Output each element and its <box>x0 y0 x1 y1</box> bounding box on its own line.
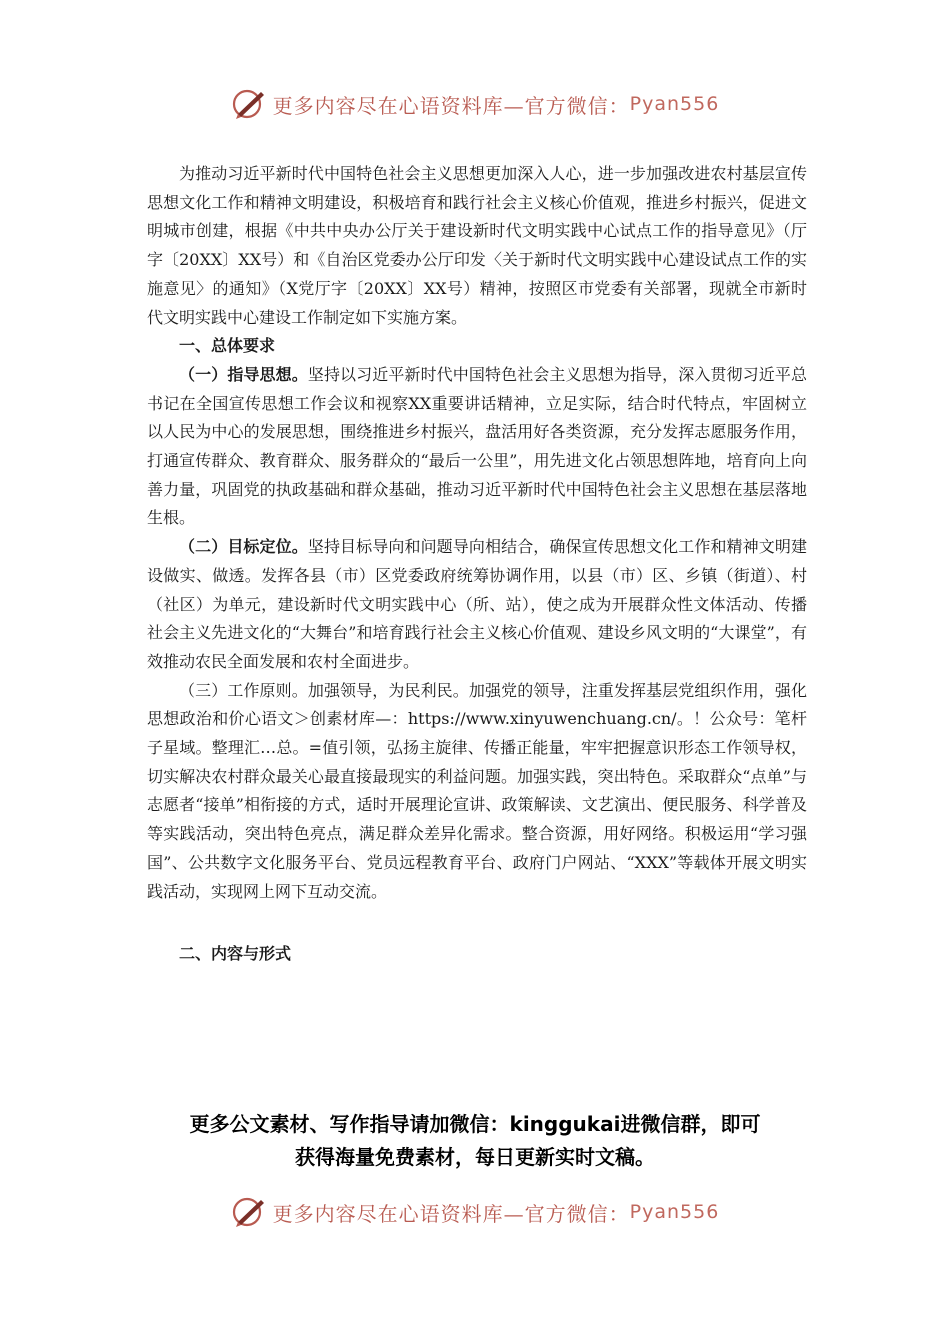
paragraph-principles: （三）工作原则。加强领导，为民利民。加强党的领导，注重发挥基层党组织作用，强化思想政治和价心语文＞创素材库—：https://www.xinyuwenchuang.cn/。！公众号：笔杆子星域。整理汇…总。=值引领，弘扬主旋律、传播正能量，牢牢把握意识形态工作领导权，切实解决农村群众最关心最直接最现实的利益问题。加强实践，突出特色。采取群众“点单”与志愿者“接单”相衔接的方式，适时开展理论宣讲、政策解读、文艺演出、便民服务、科学普及等实践活动，突出特色亮点，满足群众差异化需求。整合资源，用好网络。积极运用“学习强国”、公共数字文化服务平台、党员远程教育平台、政府门户网站、“XXX”等载体开展文明实践活动，实现网上网下互动交流。 <box>147 680 807 901</box>
intro-paragraph: 为推动习近平新时代中国特色社会主义思想更加深入人心，进一步加强改进农村基层宣传思想文化工作和精神文明建设，积极培育和践行社会主义核心价值观，推进乡村振兴，促进文明城市创建，根据《中共中央办公厅关于建设新时代文明实践中心试点工作的指导意见》（厅字〔20XX〕XX号）和《自治区党委办公厅印发〈关于新时代文明实践中心建设试点工作的实施意见〉的通知》（X党厅字〔20XX〕XX号）精神，按照区市党委有关部署，现就全市新时代文明实践中心建设工作制定如下实施方案。 <box>147 164 807 327</box>
banner-wechat-id: Pyan556 <box>629 1201 720 1223</box>
footer-watermark-banner <box>0 1192 950 1232</box>
section-heading-1: 一、总体要求 <box>179 336 276 356</box>
pen-logo-icon <box>231 1194 267 1230</box>
section-heading-2: 二、内容与形式 <box>179 944 292 964</box>
pen-logo-icon <box>231 86 267 122</box>
document-body <box>147 160 807 969</box>
header-watermark-banner <box>0 84 950 124</box>
goal-text: 坚持目标导向和问题导向相结合，确保宣传思想文化工作和精神文明建设做实、做透。发挥各县（市）区党委政府统筹协调作用，以县（市）区、乡镇（街道）、村（社区）为单元，建设新时代文明实践中心（所、站），使之成为开展群众性文体活动、传播社会主义先进文化的“大舞台”和培育践行社会主义核心价值观、建设乡风文明的“大课堂”，有效推动农民全面发展和农村全面进步。 <box>147 537 807 671</box>
banner-text: 更多内容尽在心语资料库—官方微信： <box>272 1201 630 1226</box>
subheading-guiding-ideology: （一）指导思想。 <box>179 364 308 384</box>
banner-text: 更多内容尽在心语资料库—官方微信： <box>272 93 630 118</box>
paragraph-goal <box>147 533 807 677</box>
paragraph-guiding-ideology <box>147 361 807 533</box>
promo-notice <box>130 1108 820 1174</box>
subheading-goal: （二）目标定位。 <box>179 537 308 557</box>
promo-line-2: 获得海量免费素材，每日更新实时文稿。 <box>295 1145 655 1169</box>
promo-line-1: 更多公文素材、写作指导请加微信：kinggukai进微信群，即可 <box>189 1112 761 1136</box>
guiding-ideology-text: 坚持以习近平新时代中国特色社会主义思想为指导，深入贯彻习近平总书记在全国宣传思想工作会议和视察XX重要讲话精神，立足实际，结合时代特点，牢固树立以人民为中心的发展思想，围绕推进乡村振兴，盘活用好各类资源，充分发挥志愿服务作用，打通宣传群众、教育群众、服务群众的“最后一公里”，用先进文化占领思想阵地，培育向上向善力量，巩固党的执政基础和群众基础，推动习近平新时代中国特色社会主义思想在基层落地生根。 <box>147 364 807 528</box>
banner-wechat-id: Pyan556 <box>629 93 720 115</box>
